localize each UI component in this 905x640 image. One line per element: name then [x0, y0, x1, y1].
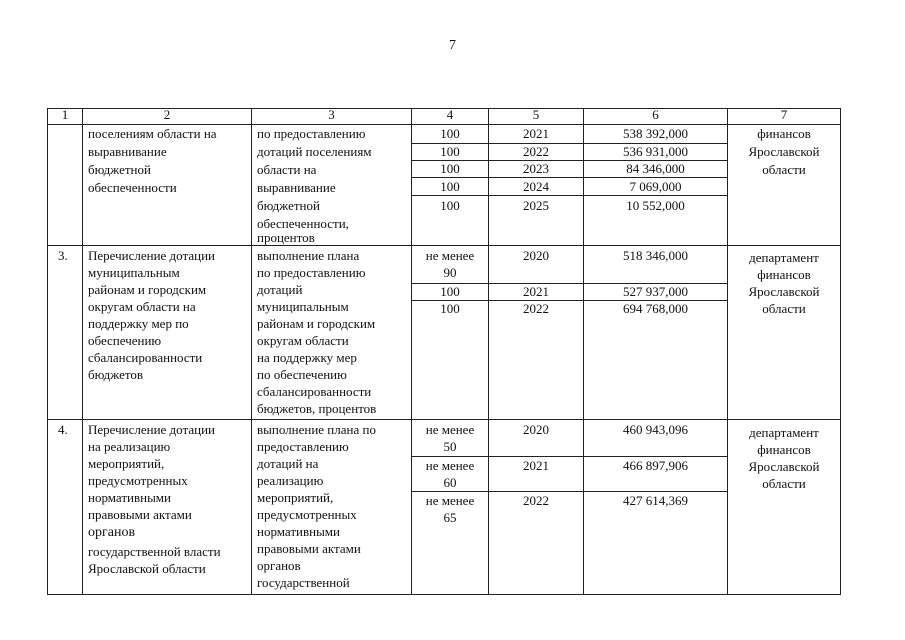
responsible-body: области	[762, 162, 806, 177]
row-indicator: по обеспечению	[257, 367, 347, 382]
row-indicator: муниципальным	[257, 299, 349, 314]
amount: 10 552,000	[626, 198, 685, 213]
row-indicator: органов	[257, 558, 301, 573]
amount: 84 346,000	[626, 161, 685, 176]
target-value: не менее	[425, 422, 475, 437]
responsible-body: департамент	[749, 425, 819, 440]
year: 2024	[523, 179, 549, 194]
row-description: правовыми актами	[88, 507, 192, 522]
table-border-right	[840, 108, 841, 595]
target-value: 65	[443, 510, 457, 525]
row-description: мероприятий,	[88, 456, 165, 471]
row-indicator: бюджетной	[257, 198, 320, 213]
column-header: 1	[61, 107, 69, 122]
row-description: поселениям области на	[88, 126, 217, 141]
amount: 694 768,000	[623, 301, 688, 316]
row-description: Перечисление дотации	[88, 248, 215, 263]
row-indicator: выполнение плана	[257, 248, 360, 263]
row-indicator: дотаций	[257, 282, 303, 297]
column-header: 6	[652, 107, 659, 122]
row-description: обеспечению	[88, 333, 162, 348]
row-indicator: государственной	[257, 575, 350, 590]
row-indicator: дотаций на	[257, 456, 319, 471]
row-number: 3.	[58, 248, 68, 263]
amount: 466 897,906	[623, 458, 688, 473]
row-indicator: районам и городским	[257, 316, 376, 331]
row-indicator: сбалансированности	[257, 384, 372, 399]
row-description: округам области на	[88, 299, 196, 314]
row-indicator: дотаций поселениям	[257, 144, 372, 159]
year: 2020	[523, 248, 549, 263]
row-description: Ярославской области	[88, 561, 206, 576]
target-value: 100	[440, 179, 460, 194]
target-value: не менее	[425, 493, 475, 508]
table-border-bottom	[47, 594, 841, 595]
target-value: не менее	[425, 458, 475, 473]
target-value: 100	[440, 301, 460, 316]
year: 2023	[523, 161, 549, 176]
row-description: обеспеченности	[88, 180, 177, 195]
year: 2022	[523, 144, 549, 159]
column-border	[251, 108, 252, 595]
row-indicator: по предоставлению	[257, 126, 366, 141]
column-border	[82, 108, 83, 595]
row-divider	[47, 245, 841, 246]
row-indicator: области на	[257, 162, 317, 177]
year: 2022	[523, 493, 549, 508]
amount: 427 614,369	[623, 493, 688, 508]
year: 2020	[523, 422, 549, 437]
row-description: на реализацию	[88, 439, 171, 454]
column-header: 2	[163, 107, 171, 122]
amount: 7 069,000	[629, 179, 682, 194]
column-header: 3	[328, 107, 335, 122]
responsible-body: Ярославской	[748, 459, 820, 474]
row-indicator: бюджетов, процентов	[257, 401, 377, 416]
amount: 460 943,096	[623, 422, 688, 437]
column-header: 7	[780, 107, 788, 122]
row-indicator: мероприятий,	[257, 490, 334, 505]
row-description: Перечисление дотации	[88, 422, 215, 437]
row-indicator: по предоставлению	[257, 265, 366, 280]
year: 2021	[523, 458, 549, 473]
row-description: выравнивание	[88, 144, 167, 159]
amount: 536 931,000	[623, 144, 688, 159]
column-border	[727, 108, 728, 595]
year: 2021	[523, 126, 549, 141]
amount: 527 937,000	[623, 284, 688, 299]
row-indicator: нормативными	[257, 524, 340, 539]
target-value: 100	[440, 284, 460, 299]
responsible-body: области	[762, 301, 806, 316]
column-border	[47, 108, 48, 595]
row-indicator: выполнение плана по	[257, 422, 376, 437]
target-value: 100	[440, 144, 460, 159]
amount: 538 392,000	[623, 126, 688, 141]
row-indicator: обеспеченности,	[257, 216, 349, 231]
target-value: 100	[440, 126, 460, 141]
target-value: 100	[440, 198, 460, 213]
responsible-body: Ярославской	[748, 284, 820, 299]
row-description: поддержку мер по	[88, 316, 189, 331]
responsible-body: Ярославской	[748, 144, 820, 159]
row-description: бюджетной	[88, 162, 151, 177]
row-indicator: округам области	[257, 333, 349, 348]
target-value: не менее	[425, 248, 475, 263]
row-indicator: предусмотренных	[257, 507, 357, 522]
responsible-body: области	[762, 476, 806, 491]
row-divider	[47, 419, 841, 420]
target-value: 50	[443, 439, 457, 454]
row-indicator: на поддержку мер	[257, 350, 357, 365]
target-value: 60	[443, 475, 457, 490]
row-description: государственной власти	[88, 544, 221, 559]
page-number: 7	[449, 38, 456, 53]
row-indicator: реализацию	[257, 473, 324, 488]
column-header: 5	[532, 107, 540, 122]
column-header: 4	[446, 107, 454, 122]
row-description: органов	[88, 525, 136, 540]
row-description: бюджетов	[88, 367, 144, 382]
row-indicator: выравнивание	[257, 180, 336, 195]
row-description: районам и городским	[88, 282, 207, 297]
row-description: предусмотренных	[88, 473, 188, 488]
target-value: 90	[443, 265, 457, 280]
row-description: муниципальным	[88, 265, 180, 280]
row-indicator: процентов	[257, 230, 315, 245]
responsible-body: финансов	[757, 267, 811, 282]
amount: 518 346,000	[623, 248, 688, 263]
row-number: 4.	[58, 422, 68, 437]
year: 2021	[523, 284, 549, 299]
row-indicator: правовыми актами	[257, 541, 361, 556]
row-indicator: предоставлению	[257, 439, 349, 454]
year: 2022	[523, 301, 549, 316]
responsible-body: департамент	[749, 250, 819, 265]
year: 2025	[523, 198, 549, 213]
responsible-body: финансов	[757, 126, 811, 141]
target-value: 100	[440, 161, 460, 176]
row-description: нормативными	[88, 490, 171, 505]
row-description: сбалансированности	[88, 350, 203, 365]
responsible-body: финансов	[757, 442, 811, 457]
